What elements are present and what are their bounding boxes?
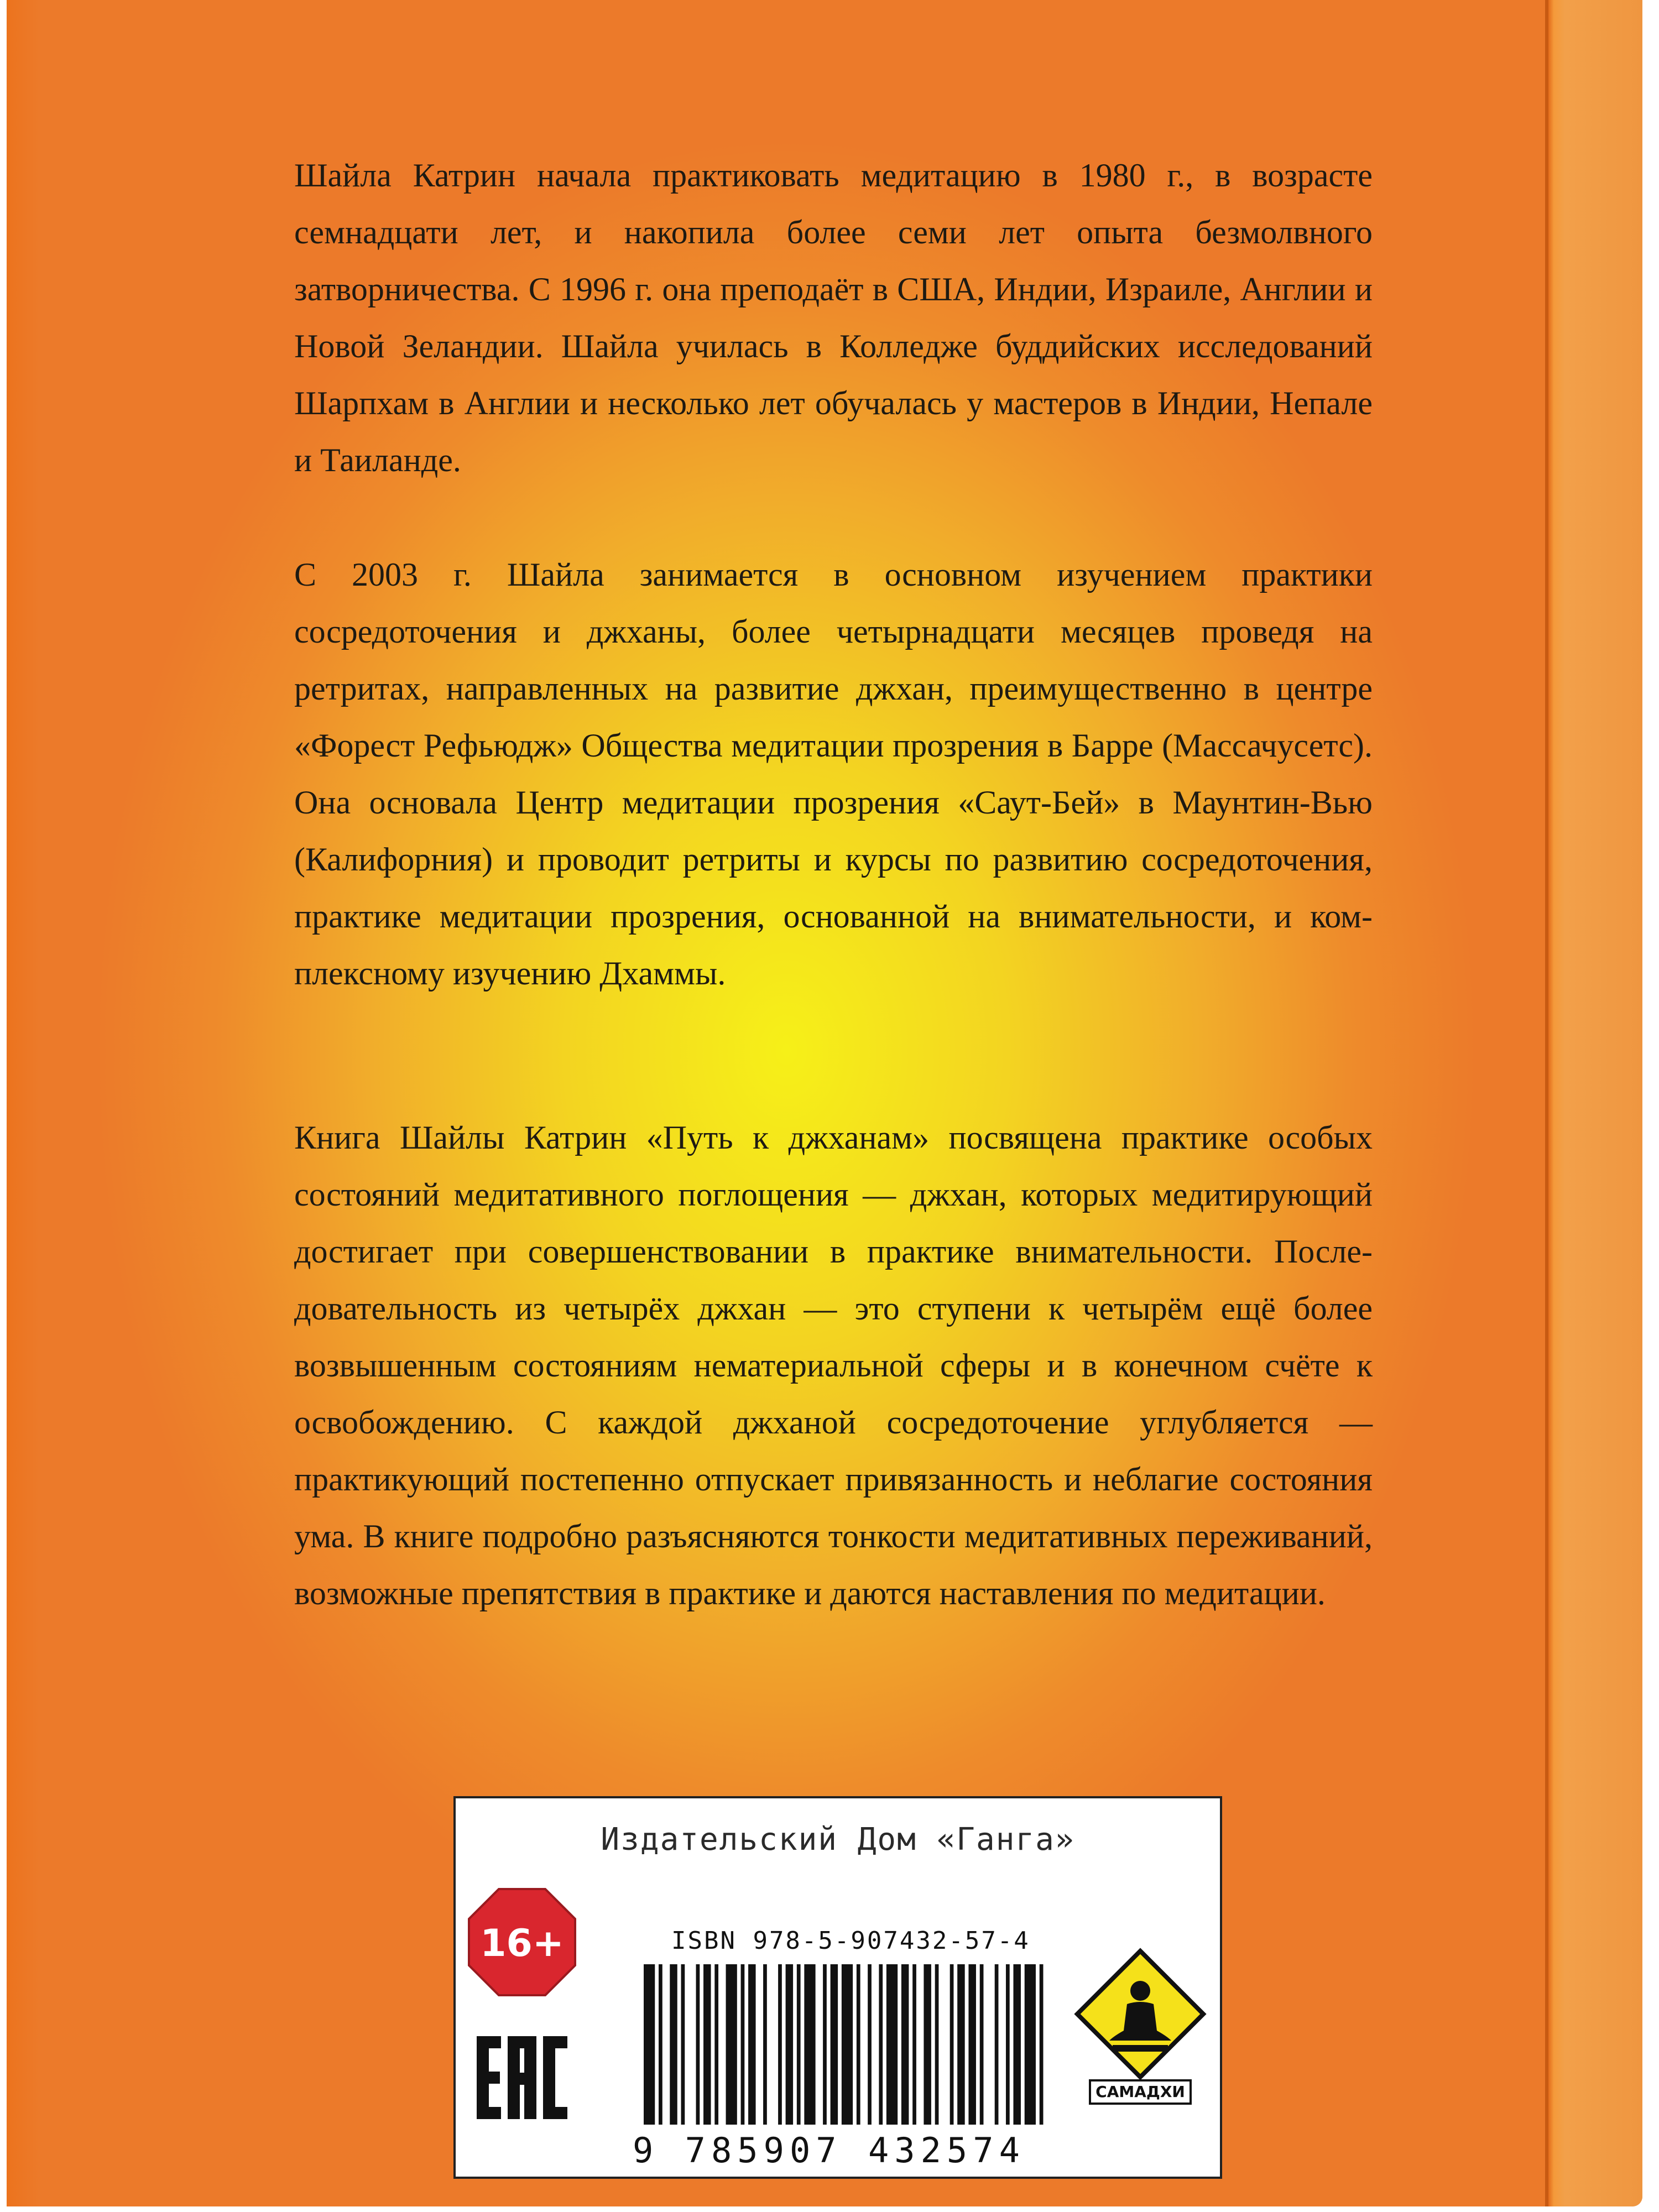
author-bio-paragraph: Шайла Катрин начала практиковать медитацию в 1980 г., в возрасте семнадцати лет, и накопила более семи лет опыта безмолвного затворничества. С 1996 г. она преподаёт в США, Индии, Израиле, Англии и Новой Зеландии. Шайла училась в Колледже буддийских исследований Шарпхам в Англии и несколько лет обучалась у мастеров в Индии, Непале и Таиланде. bbox=[294, 157, 1373, 478]
book-description-paragraph: Книга Шайлы Катрин «Путь к джханам» посвящена практике особых состояний медитативного поглощения — джхан, которых медитирующий достигает при совершенствовании в практике внимательности. Последовательность из четырёх джхан — это ступени к четырём ещё более возвышенным состояниям нематериальной сферы и в конечном счёте к освобождению. С каждой джханой сосредоточение углубляется — практикующий постепенно отпускает привязанность и неблагие состояния ума. В книге подробно разъясняются тонкости медитативных переживаний, возможные препятствия в практике и даются наставления по медитации. bbox=[294, 1119, 1373, 1611]
publisher-name: Издательский Дом «Ганга» bbox=[601, 1822, 1075, 1858]
age-rating-badge bbox=[467, 1887, 577, 1997]
barcode-digits: 9 785907 432574 bbox=[633, 2130, 1025, 2171]
eac-certification-icon bbox=[472, 2020, 572, 2136]
age-rating-text: 16+ bbox=[480, 1922, 564, 1965]
cover-edge bbox=[1545, 0, 1642, 2206]
meditation-series-icon bbox=[1074, 1948, 1207, 2091]
isbn-barcode bbox=[644, 1964, 1051, 2125]
series-label: САМАДХИ bbox=[1089, 2079, 1192, 2105]
isbn-number: ISBN 978-5-907432-57-4 bbox=[671, 1927, 1030, 1955]
imprint-box bbox=[453, 1796, 1222, 2179]
book-back-cover bbox=[7, 0, 1642, 2206]
author-practice-paragraph: С 2003 г. Шайла занимается в основном изучением практики сосредоточения и джханы, более четырнадцати месяцев проведя на ретритах, направленных на развитие джхан, преимущественно в центре «Форест Рефьюдж» Общества медитации прозрения в Барре (Массачусетс). Она основала Центр медитации прозрения «Саут-Бей» в Маунтин-Вью (Калифорния) и проводит ретриты и курсы по развитию сосредоточения, практике медитации прозрения, основанной на внимательности, и комплексному изучению Дхаммы. bbox=[294, 556, 1373, 992]
